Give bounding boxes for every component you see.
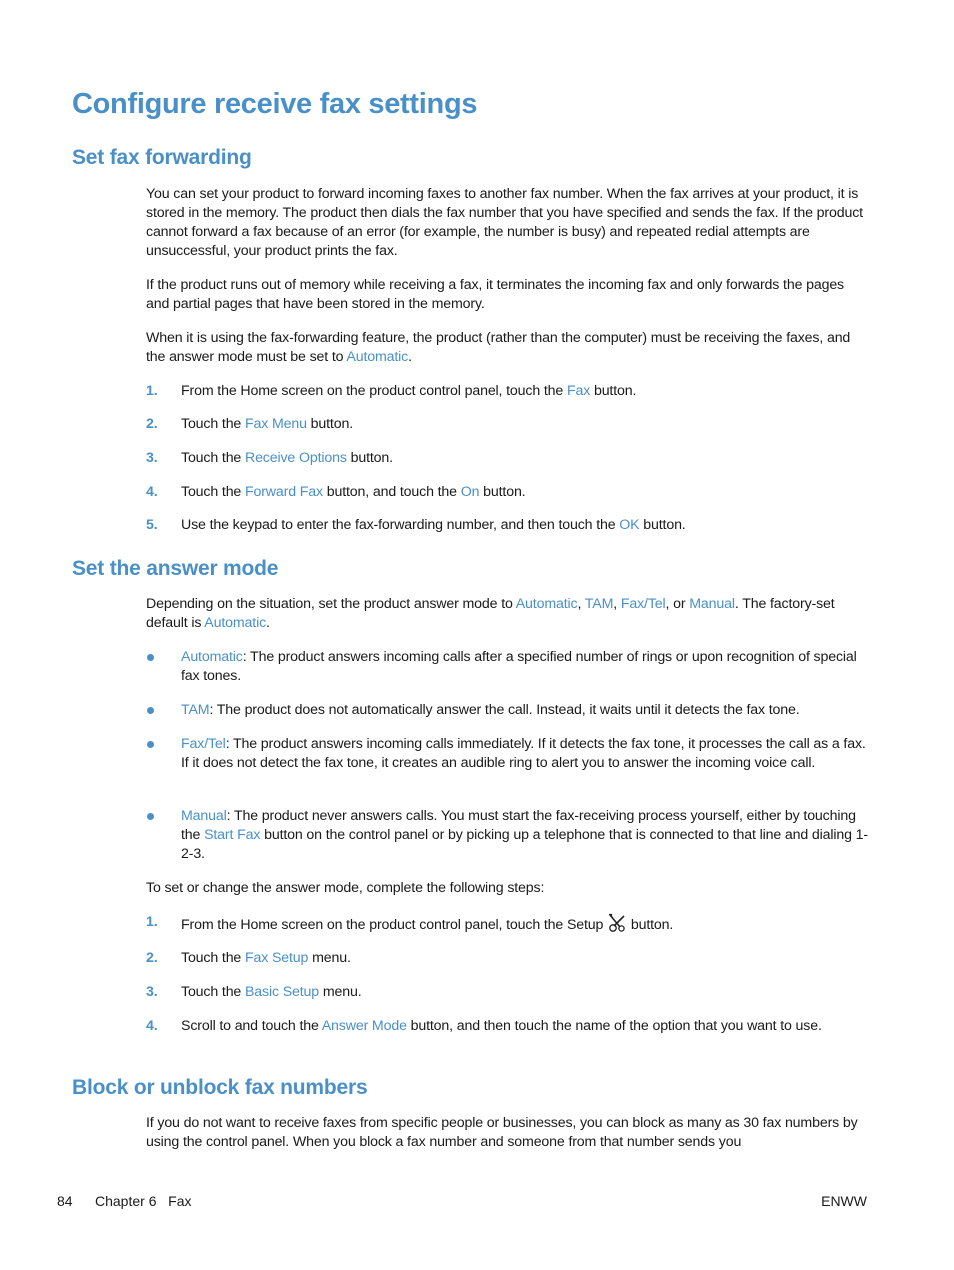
ui-term-automatic: Automatic <box>346 349 409 365</box>
text: Touch the <box>181 484 245 500</box>
forward-step-2 <box>146 415 868 434</box>
answer-lead: To set or change the answer mode, complete the following steps: <box>146 880 545 896</box>
text: menu. <box>308 950 351 966</box>
text: From the Home screen on the product control panel, touch the Setup <box>181 917 608 933</box>
text: : The product never answers calls. You must start the fax-receiving process yourself, either by touching the <box>181 808 856 843</box>
block-paragraph: If you do not want to receive faxes from specific people or businesses, you can block as many as 30 fax numbers by using the control panel. When you block a fax number and someone from that number sends you <box>146 1115 858 1150</box>
text: . <box>408 349 412 365</box>
step-number: 2. <box>146 416 158 432</box>
ui-term-start-fax: Start Fax <box>204 827 261 843</box>
step-number: 4. <box>146 1018 158 1034</box>
answer-step-4 <box>146 1017 868 1036</box>
bullet-marker <box>147 707 154 714</box>
text: button. <box>590 383 637 399</box>
text: button on the control panel or by picking up a telephone that is connected to that line and dialing 1-2-3. <box>181 827 868 862</box>
heading-set-answer-mode: Set the answer mode <box>72 557 279 580</box>
text: Use the keypad to enter the fax-forwarding number, and then touch the <box>181 517 620 533</box>
step-number: 2. <box>146 950 158 966</box>
text: button. <box>627 917 674 933</box>
text: Touch the <box>181 416 245 432</box>
answer-bullet-tam <box>146 701 868 720</box>
text: , <box>577 596 585 612</box>
ui-term-fax-tel: Fax/Tel <box>620 596 666 612</box>
text: Touch the <box>181 984 245 1000</box>
step-number: 3. <box>146 450 158 466</box>
answer-step-1 <box>146 913 868 935</box>
forward-step-5 <box>146 516 868 535</box>
forward-step-3 <box>146 449 868 468</box>
ui-term-fax-setup: Fax Setup <box>244 950 309 966</box>
text: Touch the <box>181 450 245 466</box>
text: Scroll to and touch the <box>181 1018 322 1034</box>
text: : The product answers incoming calls after a specified number of rings or upon recognition of special fax tones. <box>181 649 857 684</box>
ui-term-fax-menu: Fax Menu <box>244 416 307 432</box>
text: button. <box>479 484 526 500</box>
ui-term-automatic: Automatic <box>515 596 578 612</box>
ui-term-receive-options: Receive Options <box>244 450 347 466</box>
ui-term-basic-setup: Basic Setup <box>244 984 320 1000</box>
bullet-marker <box>147 654 154 661</box>
footer-chapter: Chapter 6 Fax <box>95 1193 192 1209</box>
forward-paragraph-3 <box>146 329 868 367</box>
answer-bullet-fax-tel <box>146 735 868 773</box>
forward-paragraph-1: You can set your product to forward incoming faxes to another fax number. When the fax arrives at your product, it is stored in the memory. The product then dials the fax number that you have specified and sends the fax. If the product cannot forward a fax because of an error (for example, the number is busy) and repeated redial attempts are unsuccessful, your product prints the fax. <box>146 186 863 259</box>
text: Touch the <box>181 950 245 966</box>
heading-block-unblock: Block or unblock fax numbers <box>72 1076 368 1099</box>
step-number: 1. <box>146 383 158 399</box>
forward-paragraph-2: If the product runs out of memory while receiving a fax, it terminates the incoming fax and only forwards the pages and partial pages that have been stored in the memory. <box>146 277 845 312</box>
heading-set-fax-forwarding: Set fax forwarding <box>72 146 252 169</box>
footer-page-number: 84 <box>57 1193 73 1209</box>
text: menu. <box>319 984 362 1000</box>
text: , or <box>665 596 690 612</box>
ui-term-forward-fax: Forward Fax <box>244 484 323 500</box>
answer-intro <box>146 595 868 633</box>
setup-wrench-icon <box>607 913 627 933</box>
text: : The product answers incoming calls immediately. If it detects the fax tone, it processes the call as a fax. If it does not detect the fax tone, it creates an audible ring to alert you to answer the incoming voice call. <box>181 736 866 771</box>
answer-bullet-manual <box>146 807 868 864</box>
text: . <box>266 615 270 631</box>
bullet-marker <box>147 741 154 748</box>
text: , <box>613 596 621 612</box>
step-number: 4. <box>146 484 158 500</box>
ui-term-automatic: Automatic <box>181 649 243 665</box>
answer-step-2 <box>146 949 868 968</box>
step-number: 5. <box>146 517 158 533</box>
ui-term-tam: TAM <box>181 702 210 718</box>
ui-term-fax-tel: Fax/Tel <box>181 736 226 752</box>
forward-step-4 <box>146 483 868 502</box>
forward-step-1 <box>146 382 868 401</box>
ui-term-manual: Manual <box>689 596 735 612</box>
text: button. <box>639 517 686 533</box>
footer-enww: ENWW <box>821 1193 867 1209</box>
ui-term-tam: TAM <box>584 596 614 612</box>
text: button, and then touch the name of the option that you want to use. <box>406 1018 822 1034</box>
page-title: Configure receive fax settings <box>72 88 478 120</box>
ui-term-automatic-default: Automatic <box>204 615 267 631</box>
text: button, and touch the <box>322 484 461 500</box>
answer-step-3 <box>146 983 868 1002</box>
text: From the Home screen on the product control panel, touch the <box>181 383 567 399</box>
text: When it is using the fax-forwarding feature, the product (rather than the computer) must be receiving the faxes, and the answer mode must be set to <box>146 330 851 365</box>
ui-term-on: On <box>460 484 480 500</box>
ui-term-answer-mode: Answer Mode <box>321 1018 407 1034</box>
ui-term-fax: Fax <box>566 383 591 399</box>
answer-bullet-automatic <box>146 648 868 686</box>
ui-term-ok: OK <box>619 517 640 533</box>
step-number: 3. <box>146 984 158 1000</box>
ui-term-manual: Manual <box>181 808 227 824</box>
text: : The product does not automatically answer the call. Instead, it waits until it detects the fax tone. <box>209 702 800 718</box>
bullet-marker <box>147 813 154 820</box>
text: button. <box>346 450 393 466</box>
text: button. <box>306 416 353 432</box>
text: Depending on the situation, set the product answer mode to <box>146 596 516 612</box>
step-number: 1. <box>146 914 158 930</box>
text: . The factory-set default is <box>146 596 835 631</box>
